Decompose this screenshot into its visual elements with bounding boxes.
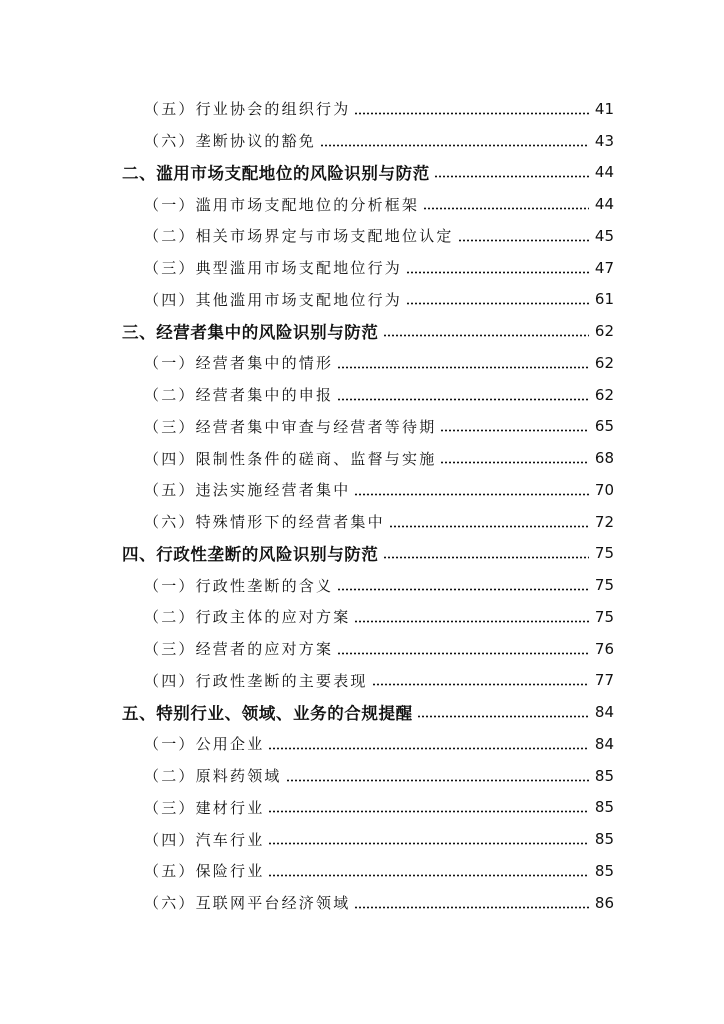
toc-section-entry[interactable]	[122, 569, 614, 601]
dot-leader	[354, 493, 589, 496]
dot-leader	[406, 302, 589, 305]
toc-page-number: 68	[594, 449, 614, 468]
dot-leader	[354, 112, 589, 115]
toc-page-number: 61	[594, 290, 614, 309]
toc-chapter-entry[interactable]	[122, 157, 614, 189]
dot-leader	[458, 239, 589, 242]
toc-entry-title: （四）限制性条件的磋商、监督与实施	[144, 449, 437, 468]
toc-section-entry[interactable]	[122, 601, 614, 633]
toc-page-number: 75	[594, 607, 614, 626]
toc-entry-title: （六）垄断协议的豁免	[144, 132, 317, 151]
dot-leader	[268, 810, 589, 813]
toc-entry-title: （六）特殊情形下的经营者集中	[144, 513, 385, 532]
dot-leader	[434, 175, 589, 178]
toc-section-entry[interactable]	[122, 284, 614, 316]
toc-section-entry[interactable]	[122, 93, 614, 125]
toc-section-entry[interactable]	[122, 633, 614, 665]
dot-leader	[406, 271, 589, 274]
toc-page-number: 86	[594, 893, 614, 912]
dot-leader	[286, 779, 589, 782]
toc-entry-title: （三）典型滥用市场支配地位行为	[144, 259, 403, 278]
toc-page-number: 75	[594, 544, 614, 563]
toc-page-number: 43	[594, 131, 614, 150]
toc-section-entry[interactable]	[122, 823, 614, 855]
toc-entry-title: （四）其他滥用市场支配地位行为	[144, 290, 403, 309]
dot-leader	[354, 620, 589, 623]
toc-entry-title: （五）行业协会的组织行为	[144, 100, 351, 119]
toc-entry-title: （二）行政主体的应对方案	[144, 608, 351, 627]
toc-page-number: 76	[594, 639, 614, 658]
toc-section-entry[interactable]	[122, 411, 614, 443]
toc-chapter-entry[interactable]	[122, 315, 614, 347]
toc-entry-title: 三、经营者集中的风险识别与防范	[122, 323, 379, 343]
dot-leader	[337, 652, 589, 655]
dot-leader	[337, 366, 589, 369]
toc-page-number: 70	[594, 480, 614, 499]
toc-chapter-entry[interactable]	[122, 696, 614, 728]
toc-entry-title: （一）公用企业	[144, 735, 265, 754]
toc-page-number: 77	[594, 671, 614, 690]
toc-entry-title: （五）违法实施经营者集中	[144, 481, 351, 500]
toc-chapter-entry[interactable]	[122, 538, 614, 570]
toc-section-entry[interactable]	[122, 442, 614, 474]
dot-leader	[354, 906, 589, 909]
toc-section-entry[interactable]	[122, 760, 614, 792]
dot-leader	[337, 588, 589, 591]
toc-section-entry[interactable]	[122, 252, 614, 284]
toc-page-number: 65	[594, 417, 614, 436]
toc-page-number: 41	[594, 99, 614, 118]
toc-section-entry[interactable]	[122, 792, 614, 824]
dot-leader	[268, 874, 589, 877]
dot-leader	[268, 842, 589, 845]
dot-leader	[320, 144, 589, 147]
toc-page-number: 84	[594, 734, 614, 753]
dot-leader	[372, 683, 589, 686]
dot-leader	[440, 429, 589, 432]
toc-section-entry[interactable]	[122, 188, 614, 220]
toc-section-entry[interactable]	[122, 887, 614, 919]
toc-section-entry[interactable]	[122, 506, 614, 538]
toc-section-entry[interactable]	[122, 855, 614, 887]
toc-page-number: 62	[594, 385, 614, 404]
toc-page-number: 62	[594, 322, 614, 341]
toc-section-entry[interactable]	[122, 728, 614, 760]
toc-entry-title: 二、滥用市场支配地位的风险识别与防范	[122, 164, 430, 184]
dot-leader	[268, 747, 589, 750]
toc-page-number: 85	[594, 766, 614, 785]
dot-leader	[389, 525, 589, 528]
toc-entry-title: （三）建材行业	[144, 798, 265, 817]
toc-entry-title: （一）经营者集中的情形	[144, 354, 334, 373]
toc-section-entry[interactable]	[122, 379, 614, 411]
toc-page-number: 44	[594, 163, 614, 182]
toc-entry-title: （一）滥用市场支配地位的分析框架	[144, 195, 420, 214]
toc-entry-title: （四）行政性垄断的主要表现	[144, 671, 368, 690]
toc-page-number: 85	[594, 830, 614, 849]
toc-entry-title: （二）经营者集中的申报	[144, 386, 334, 405]
table-of-contents	[122, 93, 614, 919]
toc-section-entry[interactable]	[122, 665, 614, 697]
toc-page-number: 85	[594, 798, 614, 817]
toc-page-number: 62	[594, 353, 614, 372]
toc-page-number: 44	[594, 195, 614, 214]
toc-page-number: 84	[594, 703, 614, 722]
toc-entry-title: （四）汽车行业	[144, 830, 265, 849]
toc-entry-title: （二）原料药领域	[144, 767, 282, 786]
toc-entry-title: （三）经营者的应对方案	[144, 640, 334, 659]
toc-entry-title: 四、行政性垄断的风险识别与防范	[122, 545, 379, 565]
toc-entry-title: （二）相关市场界定与市场支配地位认定	[144, 227, 454, 246]
dot-leader	[337, 398, 589, 401]
toc-entry-title: （一）行政性垄断的含义	[144, 576, 334, 595]
dot-leader	[383, 334, 590, 337]
toc-section-entry[interactable]	[122, 220, 614, 252]
toc-section-entry[interactable]	[122, 474, 614, 506]
toc-section-entry[interactable]	[122, 125, 614, 157]
toc-entry-title: （六）互联网平台经济领域	[144, 894, 351, 913]
toc-page-number: 72	[594, 512, 614, 531]
dot-leader	[423, 207, 589, 210]
toc-entry-title: （五）保险行业	[144, 862, 265, 881]
toc-page-number: 85	[594, 861, 614, 880]
toc-page-number: 75	[594, 576, 614, 595]
dot-leader	[417, 715, 589, 718]
toc-entry-title: （三）经营者集中审查与经营者等待期	[144, 417, 437, 436]
toc-page-number: 45	[594, 226, 614, 245]
toc-page-number: 47	[594, 258, 614, 277]
dot-leader	[383, 556, 590, 559]
toc-entry-title: 五、特别行业、领域、业务的合规提醒	[122, 704, 413, 724]
dot-leader	[440, 461, 589, 464]
toc-section-entry[interactable]	[122, 347, 614, 379]
